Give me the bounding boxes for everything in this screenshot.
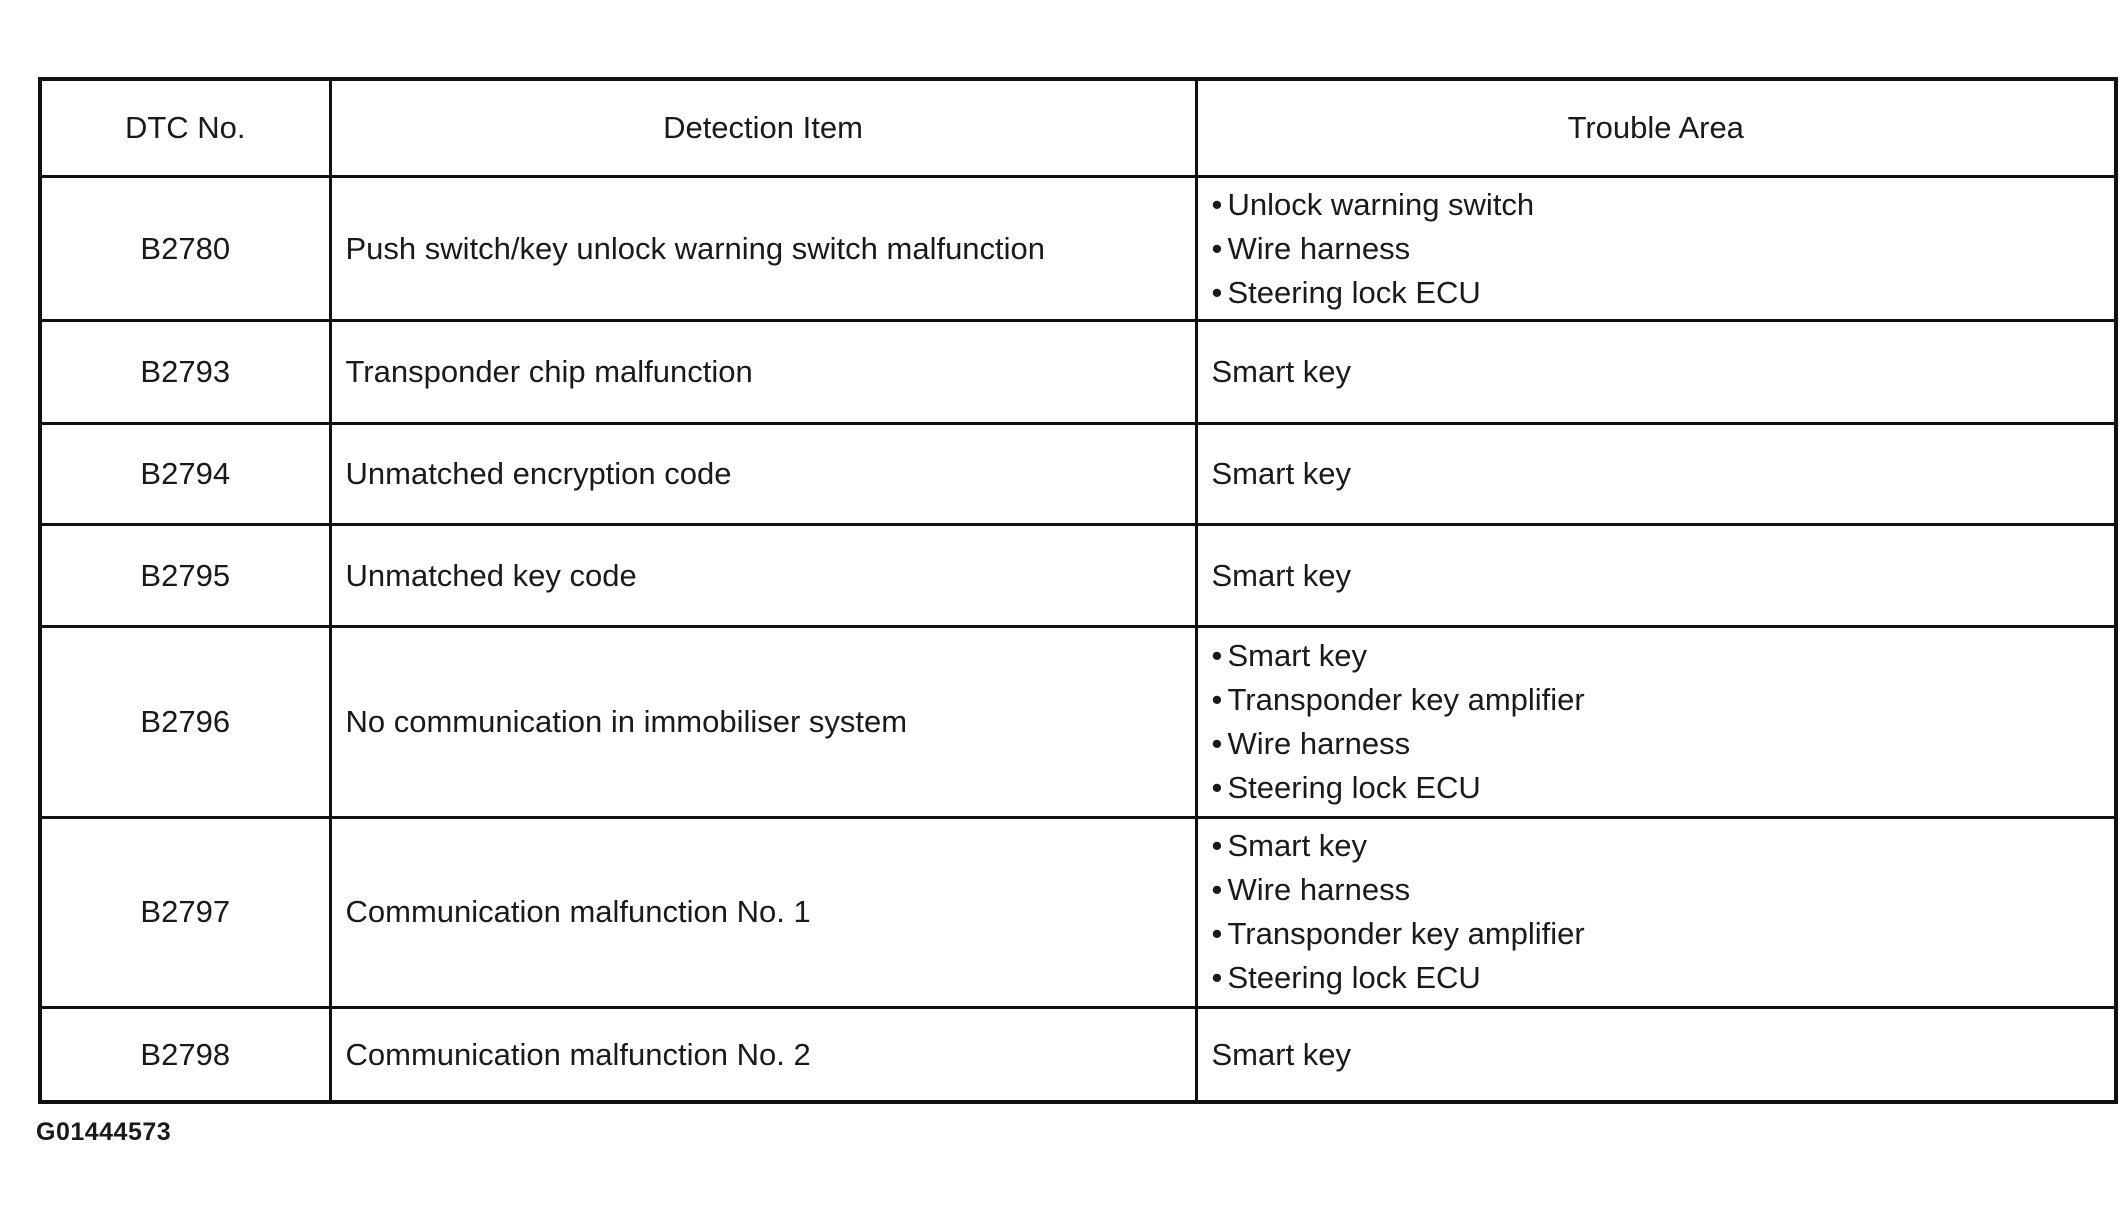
detection-item-cell: Unmatched encryption code — [330, 423, 1196, 524]
detection-item-cell: Unmatched key code — [330, 524, 1196, 626]
trouble-area-text: Smart key — [1211, 354, 1352, 389]
table-row — [40, 423, 2116, 524]
table-row — [40, 321, 2116, 423]
table-row — [40, 524, 2116, 626]
dtc-code-cell: B2795 — [40, 524, 330, 626]
trouble-area-list-item: • Transponder key amplifier — [1212, 912, 2101, 956]
trouble-area-list-item: • Steering lock ECU — [1212, 766, 2101, 810]
figure-id: G01444573 — [36, 1118, 172, 1146]
trouble-area-cell — [1196, 524, 2116, 626]
detection-item-cell: Push switch/key unlock warning switch malfunction — [330, 177, 1196, 321]
trouble-area-cell — [1196, 817, 2116, 1008]
trouble-area-list-item: • Steering lock ECU — [1212, 271, 2101, 315]
table-row — [40, 817, 2116, 1008]
trouble-area-text: Smart key — [1211, 557, 1352, 593]
dtc-code-cell: B2796 — [40, 627, 330, 818]
table-row — [40, 177, 2116, 321]
trouble-area-list — [1212, 183, 2101, 315]
detection-item-cell: Communication malfunction No. 2 — [330, 1008, 1196, 1102]
table-body — [40, 177, 2116, 1103]
trouble-area-cell — [1196, 321, 2116, 423]
table-row — [40, 1008, 2116, 1102]
trouble-area-list — [1212, 824, 2101, 1000]
trouble-area-list — [1212, 634, 2101, 810]
trouble-area-list-item: • Wire harness — [1212, 227, 2101, 271]
trouble-area-list-item: • Transponder key amplifier — [1212, 678, 2101, 722]
dtc-code-cell: B2794 — [40, 423, 330, 524]
header-detection-item: Detection Item — [330, 79, 1196, 177]
trouble-area-list-item: • Wire harness — [1212, 868, 2101, 912]
trouble-area-text: Smart key — [1211, 455, 1352, 491]
trouble-area-list-item: • Steering lock ECU — [1212, 956, 2101, 1000]
detection-item-cell: Communication malfunction No. 1 — [330, 817, 1196, 1008]
dtc-code-cell: B2797 — [40, 817, 330, 1008]
trouble-area-cell — [1196, 423, 2116, 524]
header-trouble-area: Trouble Area — [1196, 79, 2116, 177]
detection-item-cell: No communication in immobiliser system — [330, 627, 1196, 818]
trouble-area-list-item: • Smart key — [1212, 634, 2101, 678]
trouble-area-list-item: • Wire harness — [1212, 722, 2101, 766]
trouble-area-list-item: • Unlock warning switch — [1212, 183, 2101, 227]
dtc-code-cell: B2793 — [40, 321, 330, 423]
trouble-area-cell — [1196, 1008, 2116, 1102]
trouble-area-cell — [1196, 177, 2116, 321]
trouble-area-cell — [1196, 627, 2116, 818]
dtc-code-cell: B2780 — [40, 177, 330, 321]
trouble-area-text: Smart key — [1211, 1036, 1352, 1072]
dtc-code-cell: B2798 — [40, 1008, 330, 1102]
detection-item-cell: Transponder chip malfunction — [330, 321, 1196, 423]
table-header-row — [40, 79, 2116, 177]
header-dtc-no: DTC No. — [40, 79, 330, 177]
dtc-table — [38, 77, 2118, 1104]
trouble-area-list-item: • Smart key — [1212, 824, 2101, 868]
table-row — [40, 627, 2116, 818]
